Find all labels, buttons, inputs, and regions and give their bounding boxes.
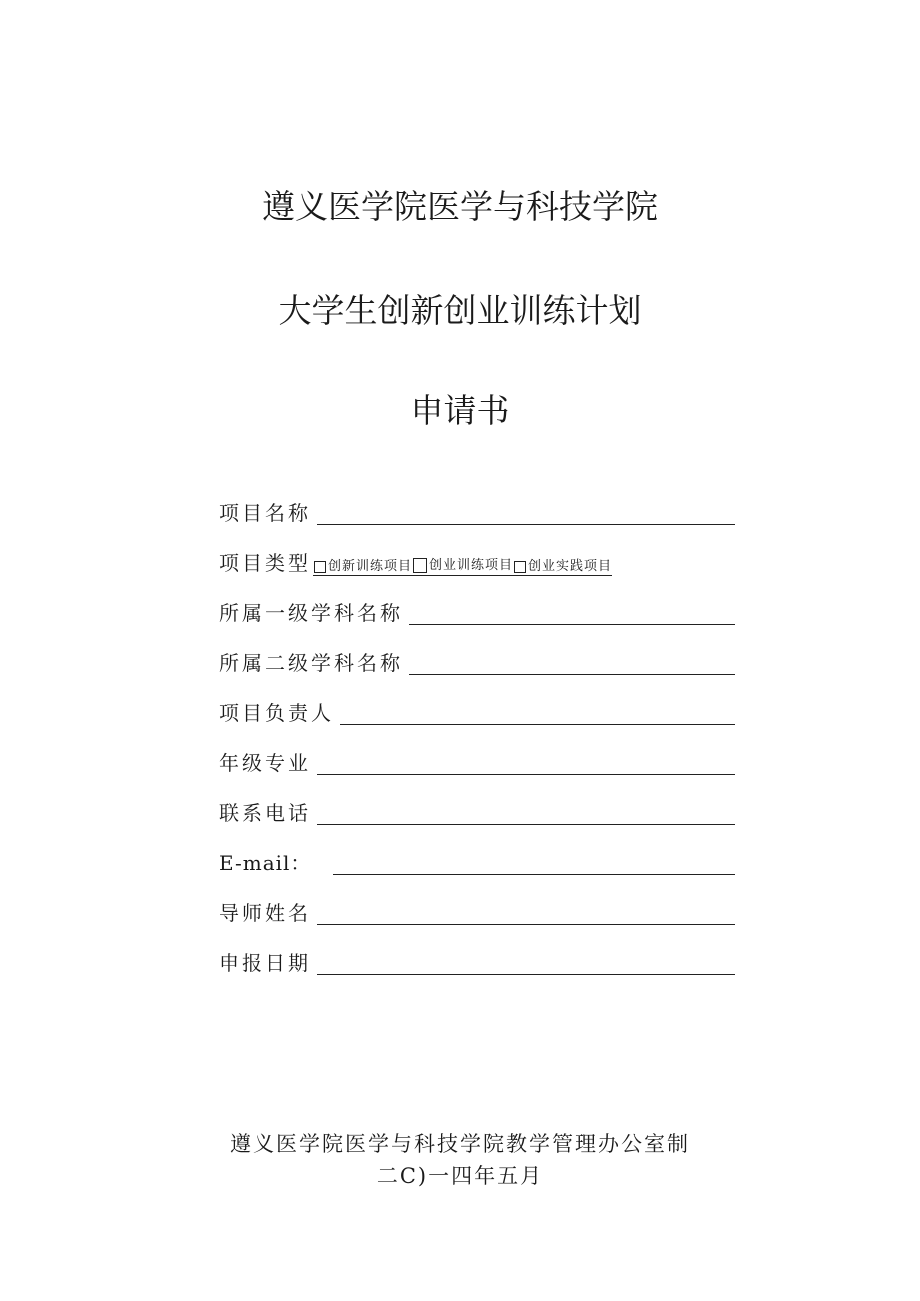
field-label: 项目类型: [219, 551, 311, 575]
email-input[interactable]: [333, 873, 735, 875]
option-label: 创业实践项目: [528, 559, 613, 574]
advisor-name-input[interactable]: [317, 923, 735, 925]
option-label: 创新训练项目: [328, 559, 413, 574]
field-label: 所属一级学科名称: [219, 601, 403, 625]
field-label: 项目负责人: [219, 701, 334, 725]
checkbox-icon[interactable]: [413, 558, 427, 573]
document-title-line-2: 大学生创新创业训练计划: [278, 291, 642, 330]
field-label: 导师姓名: [219, 901, 311, 925]
field-grade-major: [219, 744, 735, 776]
option-entrepreneurship-practice[interactable]: [513, 560, 612, 573]
field-label: 项目名称: [219, 501, 311, 525]
field-label: 联系电话: [219, 801, 311, 825]
footer-date: 二C)一四年五月: [376, 1164, 544, 1188]
document-title-line-1: 遵义医学院医学与科技学院: [262, 187, 658, 226]
project-type-options: [313, 558, 612, 576]
option-label: 创业训练项目: [429, 558, 514, 573]
field-phone: [219, 794, 735, 826]
field-second-level-discipline: [219, 644, 735, 676]
field-label: 所属二级学科名称: [219, 651, 403, 675]
option-innovation[interactable]: [313, 560, 412, 573]
grade-major-input[interactable]: [317, 773, 735, 775]
field-apply-date: [219, 944, 735, 976]
first-level-discipline-input[interactable]: [409, 623, 735, 625]
field-project-type: [219, 544, 735, 576]
option-entrepreneurship-training[interactable]: [412, 558, 513, 573]
phone-input[interactable]: [317, 823, 735, 825]
field-first-level-discipline: [219, 594, 735, 626]
field-label: E-mail：: [219, 851, 312, 875]
field-project-name: [219, 494, 735, 526]
field-label: 申报日期: [219, 951, 311, 975]
field-advisor-name: [219, 894, 735, 926]
apply-date-input[interactable]: [317, 973, 735, 975]
checkbox-icon[interactable]: [514, 561, 526, 573]
second-level-discipline-input[interactable]: [409, 673, 735, 675]
field-project-leader: [219, 694, 735, 726]
project-leader-input[interactable]: [340, 723, 735, 725]
checkbox-icon[interactable]: [314, 561, 326, 573]
footer-issuer: 遵义医学院医学与科技学院教学管理办公室制: [230, 1132, 690, 1156]
field-email: [219, 844, 735, 876]
field-label: 年级专业: [219, 751, 311, 775]
project-name-input[interactable]: [317, 523, 735, 525]
document-title-line-3: 申请书: [410, 391, 510, 430]
